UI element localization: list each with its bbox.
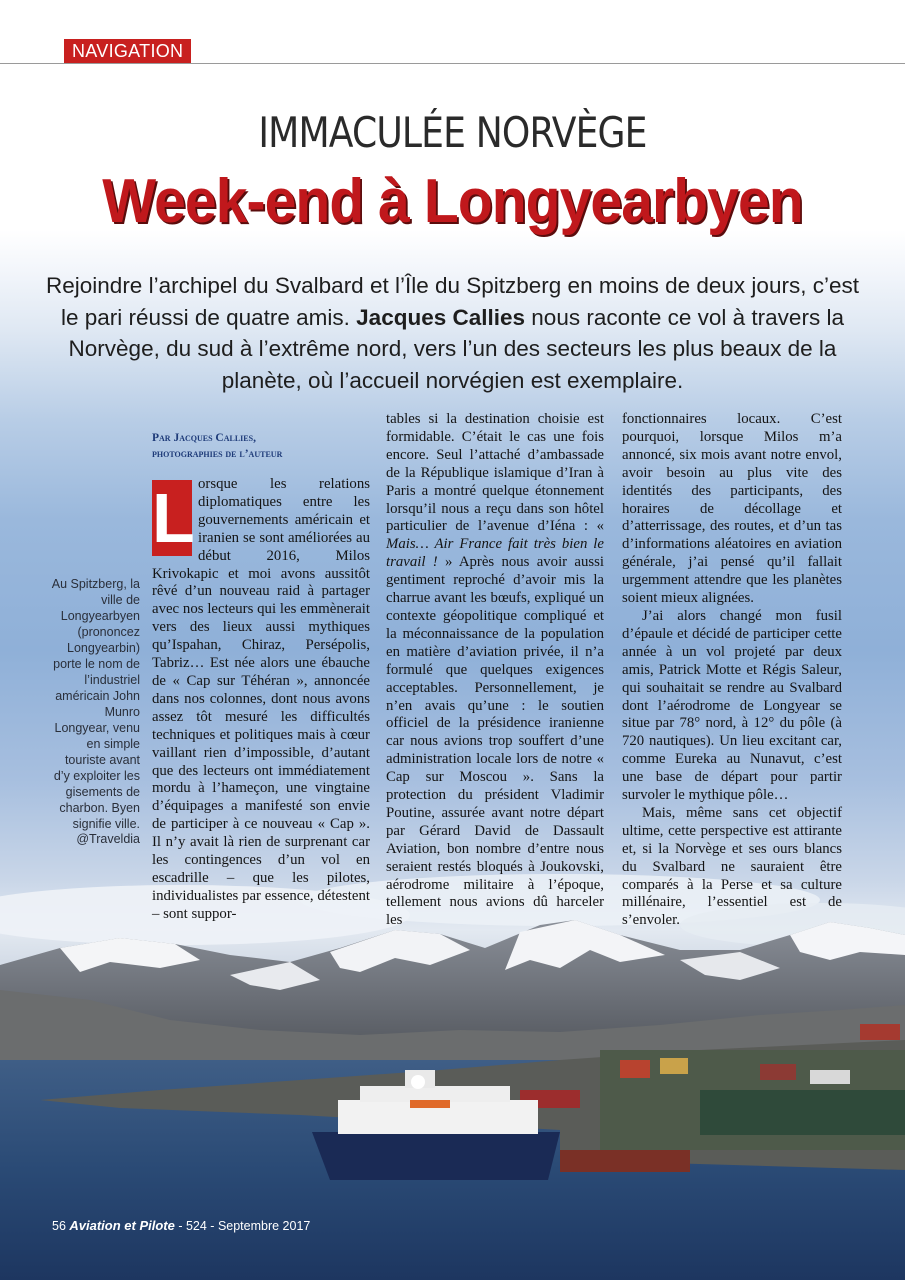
photo-credit: @Traveldia — [76, 832, 140, 846]
byline-photos: photographies de l’auteur — [152, 448, 283, 460]
column-3-paragraph-1: fonctionnaires locaux. C’est pourquoi, lorsque Milos m’a annoncé, six mois avant notre envol, avoir besoin au plus vite des identités des participants, des horaires de décollage et d’atterrissage, des routes, et d’un tas d’informations aléatoires en aviation générale, j’ai pensé qu’il fallait urgemment attendre que les planètes soient mieux alignées. — [622, 411, 842, 607]
article-kicker: IMMACULÉE NORVÈGE — [258, 108, 647, 157]
standfirst — [40, 270, 865, 396]
page-footer — [52, 1218, 310, 1233]
photo-caption: Au Spitzberg, la ville de Longyearbyen (prononcez Longyearbin) porte le nom de l’industriel américain John Munro Longyear, venu en simple touriste avant d’y exploiter les gisements de charbon. Byen signifie ville. — [51, 577, 140, 831]
header-rule — [0, 63, 905, 64]
column-2-text-before: tables si la destination choisie est formidable. C’était le cas une fois encore. Seul l’attaché d’ambassade de la République islamique d’Iran à Paris a montré quelque étonnement lorsqu’il nous a reçu dans son hôtel particulier de l’avenue d’Iéna : « — [386, 411, 604, 535]
body-column-2 — [386, 411, 604, 930]
article-headline: Week-end à Longyearbyen — [102, 167, 803, 236]
standfirst-text-after: nous raconte ce vol à travers la Norvège, du sud à l’extrême nord, vers l’un des secteurs les plus beaux de la planète, où l’accueil norvégien est exemplaire. — [68, 304, 844, 393]
column-3-paragraph-3: Mais, même sans cet objectif ultime, cette perspective est attirante et, si la Norvège et ses ours blancs du Svalbard ne sauraient être comparés à la Perse et sa culture millénaire, l’essentiel est de s’envoler. — [622, 804, 842, 929]
column-3-paragraph-2: J’ai alors changé mon fusil d’épaule et décidé de participer cette année à un vol projeté par deux amis, Patrick Motte et Régis Saleur, qui souhaitait se rendre au Svalbard dont l’aérodrome de Longyear se situe par 78° nord, à 12° du pôle (à 720 nautiques). Un lieu excitant car, comme Eureka au Nunavut, c’est une base de départ pour partir survoler le mythique pôle… — [622, 607, 842, 804]
standfirst-text-before: Rejoindre l’archipel du Svalbard et l’Île du Spitzberg en moins de deux jours, c’est le pari réussi de quatre amis. — [46, 273, 859, 330]
section-tag: NAVIGATION — [64, 39, 191, 63]
byline-author: Par Jacques Callies, — [152, 432, 256, 444]
issue-info: - 524 - Septembre 2017 — [178, 1219, 311, 1233]
standfirst-author: Jacques Callies — [356, 304, 526, 330]
column-2-text-after: » Après nous avoir aussi gentiment reproché d’avoir mis la charrue avant les bœufs, expliqué un contexte géopolitique compliqué et la méconnaissance de la population en matière d’aviation privée, il n’a formulé que quelques exigences acceptables. Personnellement, je n’en avais qu’une : le soutien officiel de la présidence iranienne car nous avions trop souffert d’une administration locale lors de notre « Cap sur Moscou ». Sans la protection du président Vladimir Poutine, assurée avant notre départ par Gérard David de Dassault Aviation, bon nombre d’entre nous seraient restés bloqués à Joukovski, aérodrome militaire à l’époque, tellement nous avions dû harceler les — [386, 554, 604, 929]
column-1-text: orsque les relations diplomatiques entre les gouvernements américain et iranien se sont améliorées au début 2016, Milos Krivokapic et moi avons aussitôt rêvé d’un nouveau raid à partager avec nos lecteurs qui les emmènerait vers des lieux aussi mythiques qu’Ispahan, Chiraz, Persépolis, Tabriz… Est née alors une ébauche de « Cap sur Téhéran », annoncée dans nos colonnes, dont nous avons assez tôt mesuré les difficultés techniques et politiques mais à cœur vaillant rien d’impossible, d’autant que des lecteurs ont immédiatement mordu à l’hameçon, une vingtaine d’équipages a manifesté son envie de participer à ce nouveau « Cap ». Il n’y avait là rien de surprenant car les contingences d’un vol en escadrille – que les pilotes, individualistes par essence, détestent – sont suppor- — [152, 476, 370, 922]
byline — [152, 430, 372, 462]
magazine-name: Aviation et Pilote — [69, 1218, 175, 1233]
drop-cap: L — [152, 479, 195, 557]
body-column-1 — [152, 476, 370, 924]
column-2-quote: Mais… Air France fait très bien le travail ! — [386, 536, 604, 571]
column-2-text — [386, 411, 604, 930]
page-number: 56 — [52, 1219, 66, 1233]
body-column-3 — [622, 411, 842, 930]
